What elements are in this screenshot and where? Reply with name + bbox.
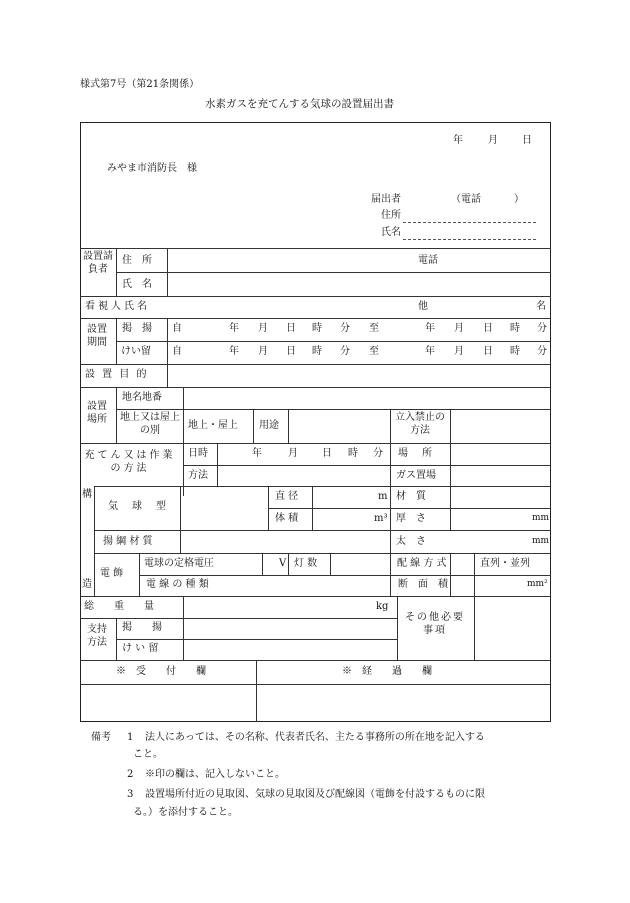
note-text: 設置場所付近の見取図、気球の見取図及び配線図（電飾を付設するものに限 [145,789,485,800]
period-to: 至 [369,346,379,357]
row-line [183,465,551,466]
filling-hour: 時 [348,448,358,459]
diameter-label: 直 径 [275,491,299,502]
period-day: 日 [286,323,296,334]
period-moor-label: けい留 [121,346,151,357]
row-line [139,575,551,576]
row-line [80,248,551,249]
col-line [450,409,451,443]
col-line [167,364,168,387]
row-line [268,508,551,509]
applicant-name-label: 氏 名 [122,279,152,290]
col-line [288,553,289,575]
gas-storage-label: ガス置場 [396,470,436,481]
period-month: 月 [258,323,268,334]
period-from: 自 [172,346,182,357]
col-line [397,596,398,660]
notifier-label: 届出者 [371,194,401,205]
cross-section-unit: mm² [527,579,548,589]
row-line [80,387,551,388]
col-line [450,486,451,530]
col-line [312,486,313,530]
structure-section-top: 構 [82,489,92,500]
col-line [217,443,218,486]
location-address-label: 地名地番 [122,392,162,403]
period-hour: 時 [510,346,520,357]
total-weight-label: 総 重 量 [84,601,154,612]
watcher-other: 他 [418,301,428,312]
row-line [94,530,551,531]
note-text: る。）を添付すること。 [133,807,238,818]
applicant-section-label: 設置請負者 [83,251,113,275]
wire-type-label: 電 線 の 種 類 [146,579,209,590]
row-line [80,660,551,661]
period-minute: 分 [537,323,547,334]
period-year: 年 [229,346,239,357]
col-line [116,248,117,296]
period-hour: 時 [312,346,322,357]
period-to: 至 [369,323,379,334]
row-line [80,296,551,297]
note-number: 1 [127,732,134,743]
col-line [268,486,269,530]
progress-column-header: ※ 経 過 欄 [342,666,432,677]
row-line [116,639,397,640]
period-minute: 分 [537,346,547,357]
rope-thickness-unit: mm [532,536,550,546]
period-minute: 分 [340,323,350,334]
col-line [116,618,117,660]
filling-year: 年 [252,448,262,459]
voltage-label: 電球の定格電圧 [144,558,214,569]
col-line [474,596,475,660]
col-line [262,553,263,575]
note-number: 2 [127,769,134,780]
row-line [80,364,551,365]
material-label: 材 質 [396,491,426,502]
structure-section-bottom: 造 [82,579,92,590]
col-line [139,553,140,596]
col-line [288,409,289,443]
filling-day: 日 [322,448,332,459]
note-text: ※印の欄は、記入しないこと。 [145,769,285,780]
period-day: 日 [286,346,296,357]
col-line [183,596,184,660]
period-year: 年 [425,323,435,334]
filling-month: 月 [288,448,298,459]
row-line [116,272,551,273]
notes-heading: 備考 [91,732,111,743]
purpose-label: 設 置 目 的 [85,369,149,380]
period-section-label: 設置期間 [87,324,107,348]
receipt-column-header: ※ 受 付 欄 [116,666,206,677]
thickness-unit: mm [532,513,550,523]
ground-roof-value: 地上・屋上 [188,420,238,431]
applicant-address-label: 住 所 [122,255,152,266]
col-line [183,387,184,496]
no-entry-label: 立入禁止の方法 [395,412,445,436]
col-line [450,443,451,486]
period-year: 年 [425,346,435,357]
rope-thickness-label: 太 さ [396,536,426,547]
support-section-label: 支持方法 [87,624,107,648]
date-month: 月 [488,135,498,146]
support-moor-label: け い 留 [122,643,159,654]
support-raise-label: 掲 揚 [122,622,162,633]
row-line [80,684,551,685]
col-line [167,318,168,364]
volume-label: 体 積 [275,513,299,524]
row-line [94,486,551,487]
notifier-name-label: 氏名 [381,227,401,238]
volume-unit: m³ [374,513,388,524]
col-line [474,553,475,596]
use-label: 用途 [259,420,279,431]
period-year: 年 [229,323,239,334]
phone-label: （電話 [451,194,481,205]
filling-section-label: 充てん又は作業の方法 [84,450,176,474]
col-line [116,318,117,364]
date-year: 年 [453,135,463,146]
balloon-type-label: 気 球 型 [108,501,168,512]
note-text: 法人にあっては、その名称、代表者氏名、主たる事務所の所在地を記入する [145,732,485,743]
name-line [403,239,536,240]
filling-place-label: 場 所 [398,448,434,459]
wiring-method-value: 直列・並列 [480,558,530,569]
col-line [116,387,117,443]
row-line [116,409,551,410]
row-line [116,341,551,342]
col-line [253,409,254,443]
voltage-unit: V [279,558,287,569]
filling-method-label: 方法 [188,470,208,481]
filling-datetime-label: 日時 [188,448,208,459]
col-line [94,486,95,596]
row-line [80,596,551,597]
period-raise-label: 掲 揚 [122,323,152,334]
note-text: こと。 [133,749,163,760]
row-line [80,318,551,319]
col-line [450,553,451,596]
phone-close: ） [514,194,524,205]
addressee: みやま市消防長 様 [107,163,197,174]
col-line [390,443,391,486]
row-line [94,553,551,554]
note-number: 3 [127,789,134,800]
thickness-label: 厚 さ [396,513,426,524]
col-line [167,248,168,296]
col-line [256,660,257,722]
lamp-count-label: 灯 数 [294,558,318,569]
period-month: 月 [454,346,464,357]
col-line [330,553,331,575]
col-line [390,409,391,443]
period-from: 自 [172,323,182,334]
row-line [80,443,551,444]
wiring-method-label: 配 線 方 式 [397,558,447,569]
decoration-label: 電 飾 [100,568,124,579]
watcher-count-unit: 名 [536,301,546,312]
col-line [180,486,181,553]
period-day: 日 [483,346,493,357]
diameter-unit: m [378,491,388,502]
address-line [403,222,536,223]
filling-minute: 分 [373,448,383,459]
location-section-label: 設置場所 [87,401,107,425]
ground-or-roof-label: 地上又は屋上の別 [120,412,180,436]
form-number: 様式第7号（第21条関係） [80,79,200,90]
notifier-address-label: 住所 [381,210,401,221]
period-month: 月 [258,346,268,357]
row-line [80,618,397,619]
applicant-phone-label: 電話 [418,255,438,266]
col-line [390,486,391,596]
period-hour: 時 [510,323,520,334]
rope-material-label: 揚 綱 材 質 [103,536,153,547]
date-day: 日 [522,135,532,146]
period-minute: 分 [340,346,350,357]
other-required-label: その他必要事項 [405,612,465,636]
form-title: 水素ガスを充てんする気球の設置届出書 [205,98,394,110]
period-month: 月 [454,323,464,334]
watcher-label: 看視人氏名 [85,301,150,312]
period-hour: 時 [312,323,322,334]
total-weight-unit: kg [376,601,389,612]
cross-section-label: 断 面 積 [398,579,448,590]
period-day: 日 [483,323,493,334]
